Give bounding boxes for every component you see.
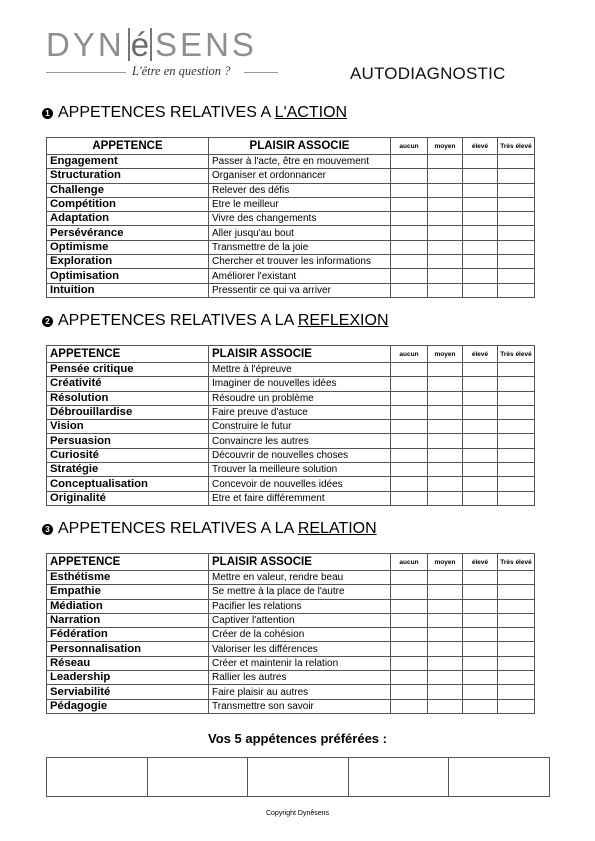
rating-cell-eleve[interactable] (463, 448, 498, 462)
rating-cell-moyen[interactable] (428, 434, 463, 448)
plaisir-description: Convaincre les autres (209, 434, 391, 448)
rating-cell-moyen[interactable] (428, 613, 463, 627)
rating-cell-moyen[interactable] (428, 197, 463, 211)
rating-cell-aucun[interactable] (391, 405, 428, 419)
plaisir-description: Créer et maintenir la relation (209, 656, 391, 670)
logo-rule-left (46, 72, 126, 73)
rating-cell-eleve[interactable] (463, 363, 498, 377)
rating-cell-moyen[interactable] (428, 169, 463, 183)
section-heading-underlined: L'ACTION (274, 104, 348, 121)
logo-tagline: L'être en question ? (132, 64, 231, 78)
appetence-name: Créativité (47, 377, 209, 391)
rating-cell-eleve[interactable] (463, 463, 498, 477)
appetence-name: Conceptualisation (47, 477, 209, 491)
favorites-table (46, 757, 550, 797)
rating-cell-eleve[interactable] (463, 434, 498, 448)
rating-cell-tres-eleve[interactable] (498, 585, 535, 599)
rating-cell-aucun[interactable] (391, 571, 428, 585)
rating-cell-moyen[interactable] (428, 405, 463, 419)
appetence-name: Réseau (47, 656, 209, 670)
table-row (47, 197, 535, 211)
rating-cell-eleve[interactable] (463, 169, 498, 183)
header-tres-eleve: Très élevé (498, 346, 535, 363)
rating-cell-tres-eleve[interactable] (498, 699, 535, 713)
rating-cell-eleve[interactable] (463, 699, 498, 713)
rating-cell-tres-eleve[interactable] (498, 377, 535, 391)
header-plaisir-associe: PLAISIR ASSOCIE (209, 554, 391, 571)
table-row (47, 183, 535, 197)
appetence-name: Persévérance (47, 226, 209, 240)
rating-cell-tres-eleve[interactable] (498, 405, 535, 419)
copyright: Copyright Dynêsens (265, 810, 330, 817)
table-header-row (47, 554, 535, 571)
rating-cell-moyen[interactable] (428, 255, 463, 269)
appetence-name: Résolution (47, 391, 209, 405)
rating-cell-tres-eleve[interactable] (498, 283, 535, 297)
header-aucun: aucun (391, 138, 428, 155)
rating-cell-aucun[interactable] (391, 283, 428, 297)
appetence-name: Persuasion (47, 434, 209, 448)
rating-cell-eleve[interactable] (463, 491, 498, 505)
rating-cell-tres-eleve[interactable] (498, 448, 535, 462)
table-row (47, 226, 535, 240)
rating-cell-tres-eleve[interactable] (498, 269, 535, 283)
table-row (47, 671, 535, 685)
dynesens-logo (46, 28, 286, 83)
rating-cell-aucun[interactable] (391, 628, 428, 642)
plaisir-description: Vivre des changements (209, 212, 391, 226)
plaisir-description: Valoriser les différences (209, 642, 391, 656)
rating-cell-eleve[interactable] (463, 642, 498, 656)
header-moyen: moyen (428, 138, 463, 155)
header-appetence: APPETENCE (47, 138, 209, 155)
appetence-name: Serviabilité (47, 685, 209, 699)
plaisir-description: Construire le futur (209, 420, 391, 434)
rating-cell-eleve[interactable] (463, 613, 498, 627)
header-moyen: moyen (428, 346, 463, 363)
rating-cell-moyen[interactable] (428, 671, 463, 685)
logo-wordmark: DYN é SENS (46, 26, 257, 63)
rating-cell-tres-eleve[interactable] (498, 656, 535, 670)
rating-cell-moyen[interactable] (428, 599, 463, 613)
rating-cell-tres-eleve[interactable] (498, 391, 535, 405)
appetence-name: Optimisme (47, 240, 209, 254)
table-row (47, 491, 535, 505)
appetence-name: Esthétisme (47, 571, 209, 585)
rating-cell-eleve[interactable] (463, 269, 498, 283)
rating-cell-aucun[interactable] (391, 169, 428, 183)
plaisir-description: Relever des défis (209, 183, 391, 197)
rating-cell-eleve[interactable] (463, 671, 498, 685)
plaisir-description: Créer de la cohésion (209, 628, 391, 642)
rating-cell-moyen[interactable] (428, 226, 463, 240)
rating-cell-moyen[interactable] (428, 463, 463, 477)
appetence-name: Compétition (47, 197, 209, 211)
favorites-title: Vos 5 appétences préférées : (208, 731, 387, 746)
appetence-name: Intuition (47, 283, 209, 297)
rating-cell-aucun[interactable] (391, 269, 428, 283)
appetence-name: Optimisation (47, 269, 209, 283)
favorite-cell-5[interactable] (449, 758, 550, 797)
plaisir-description: Transmettre de la joie (209, 240, 391, 254)
section-heading-text: APPETENCES RELATIVES A LA (58, 520, 298, 537)
appetence-name: Empathie (47, 585, 209, 599)
appetence-table-3 (46, 553, 535, 714)
table-row (47, 613, 535, 627)
rating-cell-eleve[interactable] (463, 420, 498, 434)
rating-cell-moyen[interactable] (428, 628, 463, 642)
rating-cell-aucun[interactable] (391, 420, 428, 434)
plaisir-description: Chercher et trouver les informations (209, 255, 391, 269)
plaisir-description: Concevoir de nouvelles idées (209, 477, 391, 491)
rating-cell-moyen[interactable] (428, 240, 463, 254)
rating-cell-aucun[interactable] (391, 377, 428, 391)
header-plaisir-associe: PLAISIR ASSOCIE (209, 138, 391, 155)
rating-cell-eleve[interactable] (463, 240, 498, 254)
rating-cell-aucun[interactable] (391, 463, 428, 477)
rating-cell-aucun[interactable] (391, 585, 428, 599)
table-row (47, 628, 535, 642)
rating-cell-tres-eleve[interactable] (498, 420, 535, 434)
section-heading-text: APPETENCES RELATIVES A (58, 104, 275, 121)
rating-cell-aucun[interactable] (391, 391, 428, 405)
rating-cell-eleve[interactable] (463, 212, 498, 226)
rating-cell-eleve[interactable] (463, 197, 498, 211)
table-row (47, 699, 535, 713)
rating-cell-eleve[interactable] (463, 477, 498, 491)
document-title: AUTODIAGNOSTIC (350, 64, 506, 83)
rating-cell-aucun[interactable] (391, 613, 428, 627)
rating-cell-tres-eleve[interactable] (498, 197, 535, 211)
table-row (47, 283, 535, 297)
header-appetence: APPETENCE (47, 554, 209, 571)
appetence-name: Pensée critique (47, 363, 209, 377)
rating-cell-aucun[interactable] (391, 599, 428, 613)
rating-cell-moyen[interactable] (428, 477, 463, 491)
table-row (47, 405, 535, 419)
rating-cell-moyen[interactable] (428, 212, 463, 226)
plaisir-description: Rallier les autres (209, 671, 391, 685)
table-row (47, 255, 535, 269)
rating-cell-aucun[interactable] (391, 642, 428, 656)
rating-cell-tres-eleve[interactable] (498, 671, 535, 685)
rating-cell-aucun[interactable] (391, 434, 428, 448)
plaisir-description: Etre le meilleur (209, 197, 391, 211)
plaisir-description: Transmettre son savoir (209, 699, 391, 713)
rating-cell-aucun[interactable] (391, 448, 428, 462)
section-number-badge: 1 (42, 108, 53, 119)
header-aucun: aucun (391, 346, 428, 363)
rating-cell-aucun[interactable] (391, 491, 428, 505)
table-row (47, 391, 535, 405)
header-tres-eleve: Très élevé (498, 554, 535, 571)
rating-cell-aucun[interactable] (391, 212, 428, 226)
section-number-badge: 2 (42, 316, 53, 327)
rating-cell-tres-eleve[interactable] (498, 571, 535, 585)
plaisir-description: Pacifier les relations (209, 599, 391, 613)
appetence-name: Pédagogie (47, 699, 209, 713)
section-heading-2 (42, 312, 389, 330)
plaisir-description: Organiser et ordonnancer (209, 169, 391, 183)
table-row (47, 269, 535, 283)
table-row (47, 585, 535, 599)
appetence-name: Originalité (47, 491, 209, 505)
rating-cell-tres-eleve[interactable] (498, 169, 535, 183)
rating-cell-eleve[interactable] (463, 226, 498, 240)
rating-cell-tres-eleve[interactable] (498, 613, 535, 627)
section-heading-1 (42, 104, 347, 122)
plaisir-description: Faire preuve d'astuce (209, 405, 391, 419)
rating-cell-eleve[interactable] (463, 183, 498, 197)
rating-cell-moyen[interactable] (428, 420, 463, 434)
plaisir-description: Captiver l'attention (209, 613, 391, 627)
table-row (47, 363, 535, 377)
appetence-name: Fédération (47, 628, 209, 642)
rating-cell-eleve[interactable] (463, 585, 498, 599)
table-row (47, 434, 535, 448)
appetence-name: Curiosité (47, 448, 209, 462)
rating-cell-aucun[interactable] (391, 477, 428, 491)
header-plaisir-associe: PLAISIR ASSOCIE (209, 346, 391, 363)
appetence-table-1 (46, 137, 535, 298)
rating-cell-aucun[interactable] (391, 363, 428, 377)
rating-cell-eleve[interactable] (463, 405, 498, 419)
plaisir-description: Découvrir de nouvelles choses (209, 448, 391, 462)
rating-cell-moyen[interactable] (428, 391, 463, 405)
rating-cell-moyen[interactable] (428, 155, 463, 169)
section-heading-3 (42, 520, 377, 538)
rating-cell-moyen[interactable] (428, 642, 463, 656)
rating-cell-tres-eleve[interactable] (498, 642, 535, 656)
favorite-cell-4[interactable] (348, 758, 449, 797)
section-number-badge: 3 (42, 524, 53, 535)
appetence-name: Adaptation (47, 212, 209, 226)
rating-cell-tres-eleve[interactable] (498, 212, 535, 226)
plaisir-description: Imaginer de nouvelles idées (209, 377, 391, 391)
logo-rule-right (244, 72, 278, 73)
header-eleve: élevé (463, 554, 498, 571)
favorite-cell-1[interactable] (47, 758, 148, 797)
appetence-name: Personnalisation (47, 642, 209, 656)
appetence-name: Structuration (47, 169, 209, 183)
rating-cell-aucun[interactable] (391, 240, 428, 254)
plaisir-description: Pressentir ce qui va arriver (209, 283, 391, 297)
header-tres-eleve: Très élevé (498, 138, 535, 155)
favorite-cell-2[interactable] (147, 758, 248, 797)
rating-cell-tres-eleve[interactable] (498, 477, 535, 491)
header-eleve: élevé (463, 346, 498, 363)
rating-cell-eleve[interactable] (463, 255, 498, 269)
appetence-name: Stratégie (47, 463, 209, 477)
table-row (47, 240, 535, 254)
rating-cell-moyen[interactable] (428, 491, 463, 505)
rating-cell-tres-eleve[interactable] (498, 226, 535, 240)
rating-cell-eleve[interactable] (463, 391, 498, 405)
table-row (47, 448, 535, 462)
section-heading-text: APPETENCES RELATIVES A LA (58, 312, 298, 329)
rating-cell-aucun[interactable] (391, 699, 428, 713)
rating-cell-tres-eleve[interactable] (498, 491, 535, 505)
section-heading-underlined: RELATION (297, 520, 377, 537)
rating-cell-aucun[interactable] (391, 226, 428, 240)
table-row (47, 169, 535, 183)
rating-cell-eleve[interactable] (463, 628, 498, 642)
rating-cell-moyen[interactable] (428, 448, 463, 462)
rating-cell-eleve[interactable] (463, 283, 498, 297)
rating-cell-eleve[interactable] (463, 377, 498, 391)
rating-cell-tres-eleve[interactable] (498, 183, 535, 197)
appetence-name: Médiation (47, 599, 209, 613)
rating-cell-aucun[interactable] (391, 155, 428, 169)
rating-cell-eleve[interactable] (463, 571, 498, 585)
header-eleve: élevé (463, 138, 498, 155)
appetence-name: Narration (47, 613, 209, 627)
plaisir-description: Améliorer l'existant (209, 269, 391, 283)
rating-cell-aucun[interactable] (391, 255, 428, 269)
table-header-row (47, 138, 535, 155)
rating-cell-moyen[interactable] (428, 585, 463, 599)
rating-cell-tres-eleve[interactable] (498, 599, 535, 613)
appetence-name: Leadership (47, 671, 209, 685)
rating-cell-tres-eleve[interactable] (498, 434, 535, 448)
rating-cell-tres-eleve[interactable] (498, 240, 535, 254)
rating-cell-tres-eleve[interactable] (498, 155, 535, 169)
plaisir-description: Faire plaisir au autres (209, 685, 391, 699)
table-row (47, 377, 535, 391)
rating-cell-moyen[interactable] (428, 377, 463, 391)
rating-cell-moyen[interactable] (428, 283, 463, 297)
rating-cell-moyen[interactable] (428, 656, 463, 670)
table-row (47, 656, 535, 670)
rating-cell-moyen[interactable] (428, 699, 463, 713)
appetence-name: Vision (47, 420, 209, 434)
header-moyen: moyen (428, 554, 463, 571)
rating-cell-moyen[interactable] (428, 363, 463, 377)
appetence-name: Challenge (47, 183, 209, 197)
rating-cell-tres-eleve[interactable] (498, 255, 535, 269)
rating-cell-tres-eleve[interactable] (498, 363, 535, 377)
appetence-table-2 (46, 345, 535, 506)
rating-cell-moyen[interactable] (428, 269, 463, 283)
rating-cell-eleve[interactable] (463, 155, 498, 169)
plaisir-description: Passer à l'acte, être en mouvement (209, 155, 391, 169)
rating-cell-tres-eleve[interactable] (498, 628, 535, 642)
table-row (47, 212, 535, 226)
table-row (47, 685, 535, 699)
table-header-row (47, 346, 535, 363)
plaisir-description: Trouver la meilleure solution (209, 463, 391, 477)
plaisir-description: Etre et faire différemment (209, 491, 391, 505)
table-row (47, 599, 535, 613)
table-row (47, 477, 535, 491)
table-row (47, 642, 535, 656)
plaisir-description: Se mettre à la place de l'autre (209, 585, 391, 599)
rating-cell-aucun[interactable] (391, 685, 428, 699)
table-row (47, 420, 535, 434)
table-row (47, 155, 535, 169)
section-heading-underlined: REFLEXION (297, 312, 389, 329)
rating-cell-eleve[interactable] (463, 685, 498, 699)
rating-cell-aucun[interactable] (391, 183, 428, 197)
plaisir-description: Mettre en valeur, rendre beau (209, 571, 391, 585)
favorite-cell-3[interactable] (248, 758, 349, 797)
appetence-name: Exploration (47, 255, 209, 269)
rating-cell-eleve[interactable] (463, 599, 498, 613)
rating-cell-aucun[interactable] (391, 197, 428, 211)
rating-cell-moyen[interactable] (428, 183, 463, 197)
table-row (47, 571, 535, 585)
rating-cell-moyen[interactable] (428, 571, 463, 585)
rating-cell-tres-eleve[interactable] (498, 463, 535, 477)
plaisir-description: Aller jusqu'au bout (209, 226, 391, 240)
header-appetence: APPETENCE (47, 346, 209, 363)
appetence-name: Engagement (47, 155, 209, 169)
appetence-name: Débrouillardise (47, 405, 209, 419)
header-aucun: aucun (391, 554, 428, 571)
plaisir-description: Résoudre un problème (209, 391, 391, 405)
table-row (47, 463, 535, 477)
rating-cell-aucun[interactable] (391, 656, 428, 670)
plaisir-description: Mettre à l'épreuve (209, 363, 391, 377)
rating-cell-tres-eleve[interactable] (498, 685, 535, 699)
rating-cell-eleve[interactable] (463, 656, 498, 670)
rating-cell-moyen[interactable] (428, 685, 463, 699)
rating-cell-aucun[interactable] (391, 671, 428, 685)
